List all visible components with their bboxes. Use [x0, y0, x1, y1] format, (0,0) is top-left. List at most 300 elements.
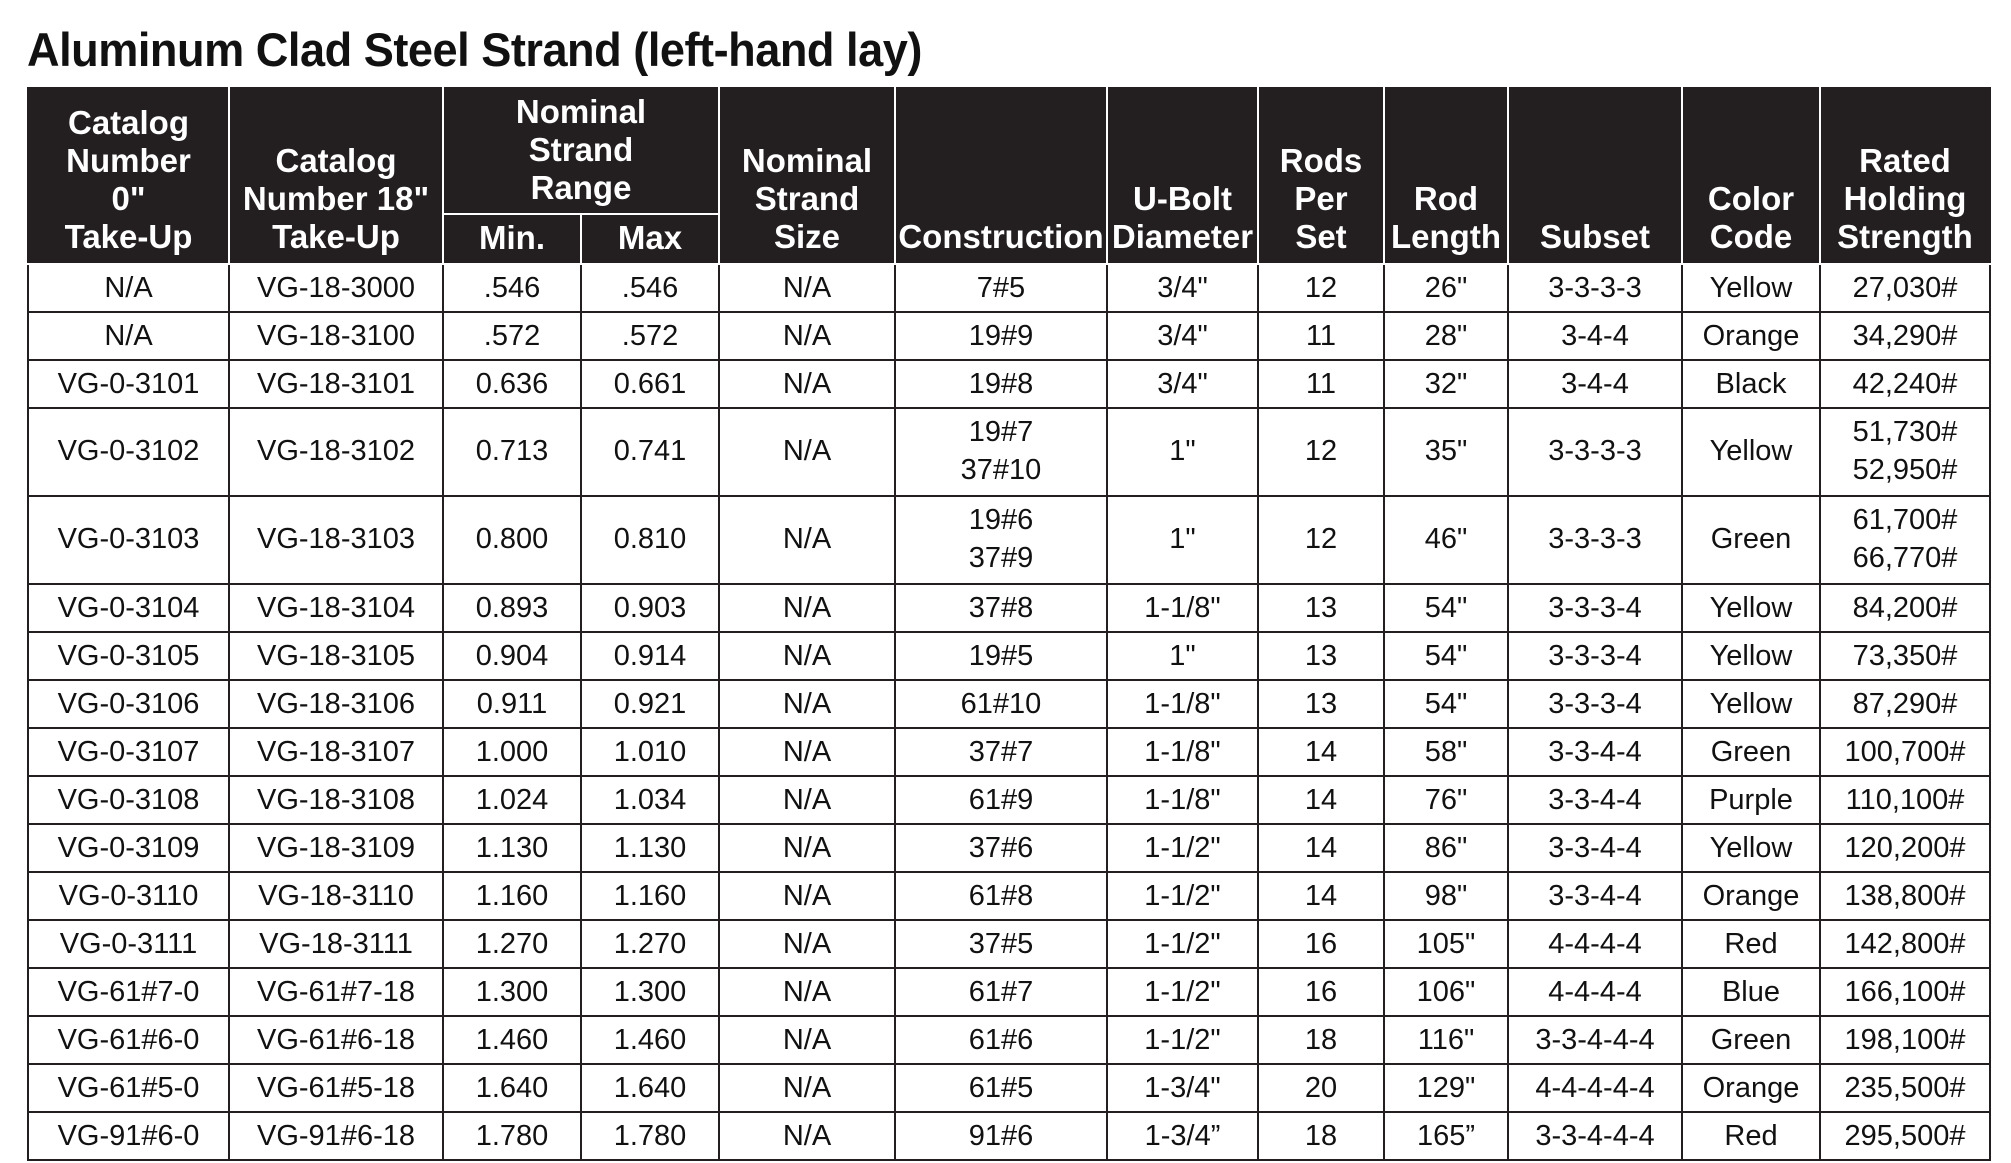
min-cell: 1.300: [443, 968, 581, 1016]
header-line: Strength: [1837, 218, 1973, 255]
rods-cell: 12: [1258, 264, 1384, 312]
max-cell: .572: [581, 312, 719, 360]
ubolt-cell: 1-1/8": [1107, 728, 1258, 776]
construction-cell: [895, 824, 1107, 872]
ubolt-cell: 1": [1107, 632, 1258, 680]
construction-cell: [895, 408, 1107, 496]
catalog-0-cell: VG-0-3109: [28, 824, 229, 872]
table-row: [28, 632, 1990, 680]
color-code-cell: Red: [1682, 920, 1820, 968]
strength-cell: [1820, 632, 1990, 680]
nominal-size-cell: N/A: [719, 632, 895, 680]
ubolt-cell: 3/4": [1107, 360, 1258, 408]
min-cell: 0.636: [443, 360, 581, 408]
max-cell: 0.914: [581, 632, 719, 680]
max-cell: 1.130: [581, 824, 719, 872]
subset-cell: 3-3-4-4-4: [1508, 1016, 1682, 1064]
rods-cell: 20: [1258, 1064, 1384, 1112]
header-line: Catalog: [275, 142, 397, 179]
strength-cell-line: 34,290#: [1852, 320, 1958, 352]
max-cell: 0.661: [581, 360, 719, 408]
header-line: Size: [773, 218, 841, 255]
strength-cell-line: 138,800#: [1844, 880, 1966, 912]
subset-cell: 3-3-3-4: [1508, 584, 1682, 632]
strength-cell: [1820, 968, 1990, 1016]
ubolt-cell: 3/4": [1107, 264, 1258, 312]
table-row: [28, 968, 1990, 1016]
subset-cell: 4-4-4-4: [1508, 968, 1682, 1016]
page-title: Aluminum Clad Steel Strand (left-hand lay): [27, 23, 922, 76]
strength-cell-line: 73,350#: [1852, 640, 1958, 672]
construction-cell-line: 61#8: [968, 880, 1034, 912]
rods-cell: 13: [1258, 584, 1384, 632]
catalog-18-cell: VG-91#6-18: [229, 1112, 443, 1160]
color-code-cell: Orange: [1682, 872, 1820, 920]
color-code-cell: Black: [1682, 360, 1820, 408]
max-cell: 1.300: [581, 968, 719, 1016]
header-catalog-0: [28, 88, 229, 264]
header-rods: [1258, 88, 1384, 264]
nominal-size-cell: N/A: [719, 1112, 895, 1160]
header-max: Max: [581, 214, 719, 264]
catalog-18-cell: VG-18-3109: [229, 824, 443, 872]
table-row: [28, 824, 1990, 872]
min-cell: 1.780: [443, 1112, 581, 1160]
color-code-cell: Yellow: [1682, 632, 1820, 680]
construction-cell: [895, 728, 1107, 776]
catalog-0-cell: N/A: [28, 312, 229, 360]
rods-cell: 14: [1258, 728, 1384, 776]
color-code-cell: Yellow: [1682, 824, 1820, 872]
catalog-18-cell: VG-18-3110: [229, 872, 443, 920]
construction-cell: [895, 1112, 1107, 1160]
rod-length-cell: 54": [1384, 632, 1508, 680]
strength-cell: [1820, 776, 1990, 824]
ubolt-cell: 1-1/2": [1107, 968, 1258, 1016]
rods-cell: 13: [1258, 632, 1384, 680]
max-cell: 1.640: [581, 1064, 719, 1112]
subset-cell: 3-3-3-3: [1508, 496, 1682, 584]
catalog-0-cell: VG-0-3111: [28, 920, 229, 968]
header-line: Catalog: [67, 104, 189, 141]
catalog-0-cell: VG-0-3105: [28, 632, 229, 680]
strength-cell-line: 198,100#: [1844, 1024, 1966, 1056]
color-code-cell: Yellow: [1682, 408, 1820, 496]
max-cell: 0.741: [581, 408, 719, 496]
ubolt-cell: 1-3/4": [1107, 1064, 1258, 1112]
nominal-size-cell: N/A: [719, 264, 895, 312]
strength-cell: [1820, 496, 1990, 584]
strength-cell: [1820, 312, 1990, 360]
rod-length-cell: 28": [1384, 312, 1508, 360]
strength-cell: [1820, 584, 1990, 632]
catalog-0-cell: VG-0-3107: [28, 728, 229, 776]
strength-cell-line: 87,290#: [1852, 688, 1958, 720]
max-cell: 1.780: [581, 1112, 719, 1160]
color-code-cell: Orange: [1682, 1064, 1820, 1112]
table-row: [28, 360, 1990, 408]
catalog-0-cell: VG-0-3101: [28, 360, 229, 408]
rod-length-cell: 35": [1384, 408, 1508, 496]
rods-cell: 12: [1258, 408, 1384, 496]
subset-cell: 3-4-4: [1508, 312, 1682, 360]
header-line: Nominal: [741, 142, 873, 179]
construction-cell-line: 19#5: [968, 640, 1034, 672]
min-cell: 0.713: [443, 408, 581, 496]
table-row: [28, 312, 1990, 360]
header-line: Holding: [1843, 180, 1967, 217]
catalog-18-cell: VG-18-3101: [229, 360, 443, 408]
header-line: 0": [111, 180, 146, 217]
strength-cell: [1820, 1016, 1990, 1064]
color-code-cell: Orange: [1682, 312, 1820, 360]
min-cell: 1.460: [443, 1016, 581, 1064]
construction-cell: [895, 264, 1107, 312]
min-cell: 1.024: [443, 776, 581, 824]
strength-cell-line: 295,500#: [1844, 1120, 1966, 1152]
max-cell: 1.460: [581, 1016, 719, 1064]
max-cell: 1.010: [581, 728, 719, 776]
table-row: [28, 776, 1990, 824]
strength-cell-line: 61,700#: [1852, 504, 1958, 536]
header-line: Number 18": [242, 180, 430, 217]
ubolt-cell: 1-1/8": [1107, 680, 1258, 728]
max-cell: 1.160: [581, 872, 719, 920]
subset-cell: 3-3-4-4: [1508, 824, 1682, 872]
max-cell: 0.810: [581, 496, 719, 584]
header-line: Code: [1709, 218, 1793, 255]
construction-cell: [895, 872, 1107, 920]
rods-cell: 16: [1258, 968, 1384, 1016]
rod-length-cell: 54": [1384, 680, 1508, 728]
color-code-cell: Yellow: [1682, 264, 1820, 312]
catalog-0-cell: VG-0-3106: [28, 680, 229, 728]
construction-cell-line: 37#5: [968, 928, 1034, 960]
construction-cell: [895, 776, 1107, 824]
construction-cell: [895, 680, 1107, 728]
table-row: [28, 728, 1990, 776]
catalog-18-cell: VG-18-3106: [229, 680, 443, 728]
table-row: [28, 584, 1990, 632]
header-line: Strand: [528, 131, 634, 168]
nominal-size-cell: N/A: [719, 584, 895, 632]
catalog-0-cell: VG-61#5-0: [28, 1064, 229, 1112]
nominal-size-cell: N/A: [719, 496, 895, 584]
rod-length-cell: 129": [1384, 1064, 1508, 1112]
subset-cell: 3-3-3-4: [1508, 680, 1682, 728]
min-cell: 0.904: [443, 632, 581, 680]
subset-cell: 4-4-4-4: [1508, 920, 1682, 968]
max-cell: 1.270: [581, 920, 719, 968]
header-line: Range: [530, 169, 632, 206]
catalog-0-cell: VG-0-3103: [28, 496, 229, 584]
subset-cell: 3-3-4-4: [1508, 872, 1682, 920]
min-cell: .572: [443, 312, 581, 360]
strength-cell: [1820, 1064, 1990, 1112]
max-cell: .546: [581, 264, 719, 312]
color-code-cell: Blue: [1682, 968, 1820, 1016]
ubolt-cell: 1-1/8": [1107, 776, 1258, 824]
header-nominal-size: [719, 88, 895, 264]
strength-cell: [1820, 920, 1990, 968]
catalog-0-cell: VG-61#7-0: [28, 968, 229, 1016]
catalog-0-cell: VG-0-3110: [28, 872, 229, 920]
table-row: [28, 872, 1990, 920]
rods-cell: 11: [1258, 360, 1384, 408]
construction-cell-line: 19#9: [968, 320, 1034, 352]
construction-cell-line: 37#6: [968, 832, 1034, 864]
strength-cell: [1820, 1112, 1990, 1160]
header-line: Rods: [1279, 142, 1363, 179]
construction-cell: [895, 1016, 1107, 1064]
header-line: Set: [1295, 218, 1347, 255]
nominal-size-cell: N/A: [719, 968, 895, 1016]
catalog-0-cell: VG-91#6-0: [28, 1112, 229, 1160]
strength-cell-line: 235,500#: [1844, 1072, 1966, 1104]
table-row: [28, 264, 1990, 312]
rod-length-cell: 86": [1384, 824, 1508, 872]
strength-cell-line: 166,100#: [1844, 976, 1966, 1008]
construction-cell-line: 37#10: [960, 454, 1042, 486]
rods-cell: 12: [1258, 496, 1384, 584]
catalog-0-cell: VG-0-3108: [28, 776, 229, 824]
strength-cell-line: 27,030#: [1852, 272, 1958, 304]
max-cell: 0.921: [581, 680, 719, 728]
table-row: [28, 1112, 1990, 1160]
header-catalog-18: [229, 88, 443, 264]
color-code-cell: Purple: [1682, 776, 1820, 824]
construction-cell: [895, 496, 1107, 584]
header-line: Color: [1707, 180, 1795, 217]
catalog-18-cell: VG-61#5-18: [229, 1064, 443, 1112]
color-code-cell: Yellow: [1682, 584, 1820, 632]
subset-cell: 3-3-3-3: [1508, 408, 1682, 496]
header-rod-length: [1384, 88, 1508, 264]
catalog-18-cell: VG-18-3100: [229, 312, 443, 360]
rods-cell: 16: [1258, 920, 1384, 968]
min-cell: 1.640: [443, 1064, 581, 1112]
rods-cell: 18: [1258, 1112, 1384, 1160]
color-code-cell: Yellow: [1682, 680, 1820, 728]
rod-length-cell: 58": [1384, 728, 1508, 776]
nominal-size-cell: N/A: [719, 1064, 895, 1112]
header-nominal-range: [443, 88, 719, 214]
rods-cell: 14: [1258, 872, 1384, 920]
table-row: [28, 496, 1990, 584]
nominal-size-cell: N/A: [719, 824, 895, 872]
header-line: Take-Up: [64, 218, 193, 255]
nominal-size-cell: N/A: [719, 920, 895, 968]
nominal-size-cell: N/A: [719, 360, 895, 408]
header-line: Strand: [754, 180, 860, 217]
construction-cell-line: 19#8: [968, 368, 1034, 400]
strength-cell: [1820, 408, 1990, 496]
header-line: Number: [66, 142, 191, 179]
color-code-cell: Red: [1682, 1112, 1820, 1160]
min-cell: 1.130: [443, 824, 581, 872]
catalog-18-cell: VG-18-3107: [229, 728, 443, 776]
table-row: [28, 1064, 1990, 1112]
nominal-size-cell: N/A: [719, 680, 895, 728]
strength-cell-line: 100,700#: [1844, 736, 1966, 768]
strength-cell: [1820, 728, 1990, 776]
ubolt-cell: 1-1/2": [1107, 1016, 1258, 1064]
header-line: Length: [1391, 218, 1501, 255]
ubolt-cell: 3/4": [1107, 312, 1258, 360]
ubolt-cell: 1-3/4”: [1107, 1112, 1258, 1160]
min-cell: 0.911: [443, 680, 581, 728]
min-cell: 1.000: [443, 728, 581, 776]
min-cell: 1.160: [443, 872, 581, 920]
catalog-18-cell: VG-18-3111: [229, 920, 443, 968]
nominal-size-cell: N/A: [719, 408, 895, 496]
subset-cell: 3-3-4-4: [1508, 728, 1682, 776]
subset-cell: 3-4-4: [1508, 360, 1682, 408]
strength-cell-line: 51,730#: [1852, 416, 1958, 448]
table-row: [28, 680, 1990, 728]
table-row: [28, 408, 1990, 496]
catalog-18-cell: VG-18-3105: [229, 632, 443, 680]
rods-cell: 14: [1258, 824, 1384, 872]
header-line: Rated: [1859, 142, 1951, 179]
header-min: Min.: [443, 214, 581, 264]
subset-cell: 3-3-3-3: [1508, 264, 1682, 312]
strength-cell: [1820, 360, 1990, 408]
header-line: Per: [1294, 180, 1348, 217]
rods-cell: 11: [1258, 312, 1384, 360]
catalog-0-cell: VG-61#6-0: [28, 1016, 229, 1064]
color-code-cell: Green: [1682, 496, 1820, 584]
nominal-size-cell: N/A: [719, 776, 895, 824]
construction-cell-line: 91#6: [968, 1120, 1034, 1152]
rod-length-cell: 106": [1384, 968, 1508, 1016]
header-color: [1682, 88, 1820, 264]
catalog-18-cell: VG-18-3103: [229, 496, 443, 584]
color-code-cell: Green: [1682, 728, 1820, 776]
construction-cell: [895, 584, 1107, 632]
catalog-18-cell: VG-18-3108: [229, 776, 443, 824]
construction-cell-line: 61#7: [968, 976, 1034, 1008]
construction-cell-line: 37#8: [968, 592, 1034, 624]
header-line: Diameter: [1111, 218, 1254, 255]
catalog-18-cell: VG-61#6-18: [229, 1016, 443, 1064]
catalog-18-cell: VG-18-3104: [229, 584, 443, 632]
construction-cell-line: 61#9: [968, 784, 1034, 816]
ubolt-cell: 1": [1107, 408, 1258, 496]
catalog-0-cell: N/A: [28, 264, 229, 312]
header-rated: [1820, 88, 1990, 264]
rods-cell: 18: [1258, 1016, 1384, 1064]
header-ubolt: [1107, 88, 1258, 264]
construction-cell: [895, 920, 1107, 968]
rods-cell: 13: [1258, 680, 1384, 728]
min-cell: 1.270: [443, 920, 581, 968]
rod-length-cell: 54": [1384, 584, 1508, 632]
subset-cell: 3-3-4-4: [1508, 776, 1682, 824]
header-line: Rod: [1413, 180, 1479, 217]
catalog-18-cell: VG-61#7-18: [229, 968, 443, 1016]
max-cell: 0.903: [581, 584, 719, 632]
header-line: U-Bolt: [1133, 180, 1232, 217]
strength-cell: [1820, 824, 1990, 872]
strength-cell-line: 142,800#: [1844, 928, 1966, 960]
construction-cell-line: 61#5: [968, 1072, 1034, 1104]
header-construction: Construction: [895, 88, 1107, 264]
table-header: [28, 88, 1990, 264]
header-subset: Subset: [1508, 88, 1682, 264]
nominal-size-cell: N/A: [719, 872, 895, 920]
construction-cell-line: 7#5: [976, 272, 1026, 304]
table-body: [28, 264, 1990, 1160]
rod-length-cell: 116": [1384, 1016, 1508, 1064]
construction-cell: [895, 312, 1107, 360]
nominal-size-cell: N/A: [719, 312, 895, 360]
rod-length-cell: 105": [1384, 920, 1508, 968]
strength-cell-line: 120,200#: [1844, 832, 1966, 864]
catalog-18-cell: VG-18-3000: [229, 264, 443, 312]
table-row: [28, 920, 1990, 968]
construction-cell: [895, 968, 1107, 1016]
min-cell: 0.893: [443, 584, 581, 632]
min-cell: .546: [443, 264, 581, 312]
strength-cell: [1820, 264, 1990, 312]
min-cell: 0.800: [443, 496, 581, 584]
construction-cell: [895, 1064, 1107, 1112]
ubolt-cell: 1": [1107, 496, 1258, 584]
strength-cell-line: 52,950#: [1852, 454, 1958, 486]
construction-cell-line: 61#10: [960, 688, 1042, 720]
construction-cell-line: 37#7: [968, 736, 1034, 768]
table-row: [28, 1016, 1990, 1064]
subset-cell: 3-3-4-4-4: [1508, 1112, 1682, 1160]
strength-cell-line: 110,100#: [1845, 784, 1965, 816]
ubolt-cell: 1-1/2": [1107, 824, 1258, 872]
strength-cell-line: 42,240#: [1852, 368, 1958, 400]
construction-cell-line: 37#9: [968, 542, 1034, 574]
construction-cell: [895, 632, 1107, 680]
catalog-0-cell: VG-0-3104: [28, 584, 229, 632]
nominal-size-cell: N/A: [719, 1016, 895, 1064]
color-code-cell: Green: [1682, 1016, 1820, 1064]
ubolt-cell: 1-1/2": [1107, 920, 1258, 968]
max-cell: 1.034: [581, 776, 719, 824]
strength-cell: [1820, 680, 1990, 728]
subset-cell: 3-3-3-4: [1508, 632, 1682, 680]
rods-cell: 14: [1258, 776, 1384, 824]
spec-table: [27, 87, 1991, 1161]
strength-cell-line: 84,200#: [1852, 592, 1958, 624]
ubolt-cell: 1-1/8": [1107, 584, 1258, 632]
rod-length-cell: 26": [1384, 264, 1508, 312]
catalog-18-cell: VG-18-3102: [229, 408, 443, 496]
rod-length-cell: 32": [1384, 360, 1508, 408]
construction-cell-line: 61#6: [968, 1024, 1034, 1056]
strength-cell-line: 66,770#: [1852, 542, 1958, 574]
construction-cell-line: 19#6: [968, 504, 1034, 536]
rod-length-cell: 46": [1384, 496, 1508, 584]
ubolt-cell: 1-1/2": [1107, 872, 1258, 920]
construction-cell-line: 19#7: [968, 416, 1034, 448]
header-line: Nominal: [515, 93, 647, 130]
subset-cell: 4-4-4-4-4: [1508, 1064, 1682, 1112]
strength-cell: [1820, 872, 1990, 920]
nominal-size-cell: N/A: [719, 728, 895, 776]
construction-cell: [895, 360, 1107, 408]
rod-length-cell: 98": [1384, 872, 1508, 920]
catalog-0-cell: VG-0-3102: [28, 408, 229, 496]
rod-length-cell: 76": [1384, 776, 1508, 824]
rod-length-cell: 165”: [1384, 1112, 1508, 1160]
